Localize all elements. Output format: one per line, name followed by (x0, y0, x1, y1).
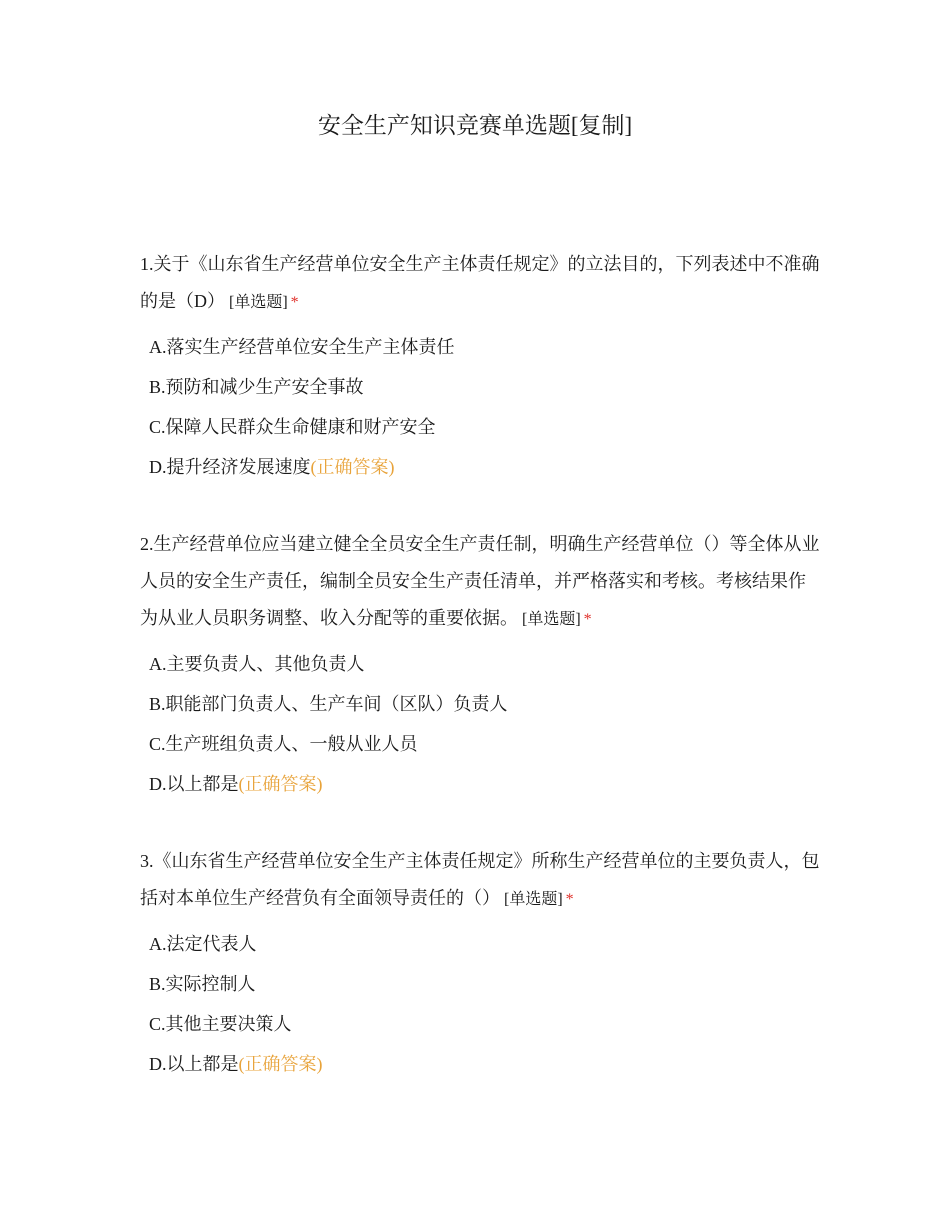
option-b[interactable] (149, 367, 820, 407)
question-text (140, 843, 820, 918)
correct-answer-tag: (正确答案) (238, 1054, 323, 1074)
option-label: A.落实生产经营单位安全生产主体责任 (149, 337, 455, 357)
question-text (140, 526, 820, 638)
option-label: D.以上都是 (149, 774, 239, 794)
question-type-label: [单选题] (522, 611, 581, 628)
option-d[interactable] (149, 447, 820, 487)
option-c[interactable] (149, 407, 820, 447)
question-type-label: [单选题] (504, 891, 563, 908)
question-2 (140, 526, 820, 804)
correct-answer-tag: (正确答案) (310, 457, 395, 477)
correct-answer-tag: (正确答案) (238, 774, 323, 794)
option-d[interactable] (149, 764, 820, 804)
option-b[interactable] (149, 684, 820, 724)
required-asterisk: * (583, 611, 592, 628)
option-label: B.预防和减少生产安全事故 (149, 377, 364, 397)
option-label: B.职能部门负责人、生产车间（区队）负责人 (149, 694, 508, 714)
option-list (140, 924, 820, 1084)
option-b[interactable] (149, 964, 820, 1004)
option-list (140, 327, 820, 487)
required-asterisk: * (290, 294, 299, 311)
question-3 (140, 843, 820, 1084)
option-label: B.实际控制人 (149, 974, 256, 994)
option-a[interactable] (149, 644, 820, 684)
option-label: A.主要负责人、其他负责人 (149, 654, 365, 674)
required-asterisk: * (565, 891, 574, 908)
option-label: D.提升经济发展速度 (149, 457, 311, 477)
question-text (140, 246, 820, 321)
option-a[interactable] (149, 327, 820, 367)
option-c[interactable] (149, 1004, 820, 1044)
option-d[interactable] (149, 1044, 820, 1084)
question-stem: 2.生产经营单位应当建立健全全员安全生产责任制，明确生产经营单位（）等全体从业人员的安全生产责任，编制全员安全生产责任清单，并严格落实和考核。考核结果作为从业人员职务调整、收入分配等的重要依据。 (140, 534, 820, 628)
option-label: C.保障人民群众生命健康和财产安全 (149, 417, 436, 437)
question-stem: 1.关于《山东省生产经营单位安全生产主体责任规定》的立法目的，下列表述中不准确的是（D） (140, 254, 820, 311)
question-type-label: [单选题] (229, 294, 288, 311)
question-stem: 3.《山东省生产经营单位安全生产主体责任规定》所称生产经营单位的主要负责人，包括对本单位生产经营负有全面领导责任的（） (140, 851, 820, 908)
option-label: D.以上都是 (149, 1054, 239, 1074)
option-label: A.法定代表人 (149, 934, 257, 954)
page-title: 安全生产知识竞赛单选题[复制] (317, 113, 633, 138)
option-a[interactable] (149, 924, 820, 964)
option-label: C.生产班组负责人、一般从业人员 (149, 734, 418, 754)
option-c[interactable] (149, 724, 820, 764)
option-list (140, 644, 820, 804)
question-1 (140, 246, 820, 487)
option-label: C.其他主要决策人 (149, 1014, 292, 1034)
